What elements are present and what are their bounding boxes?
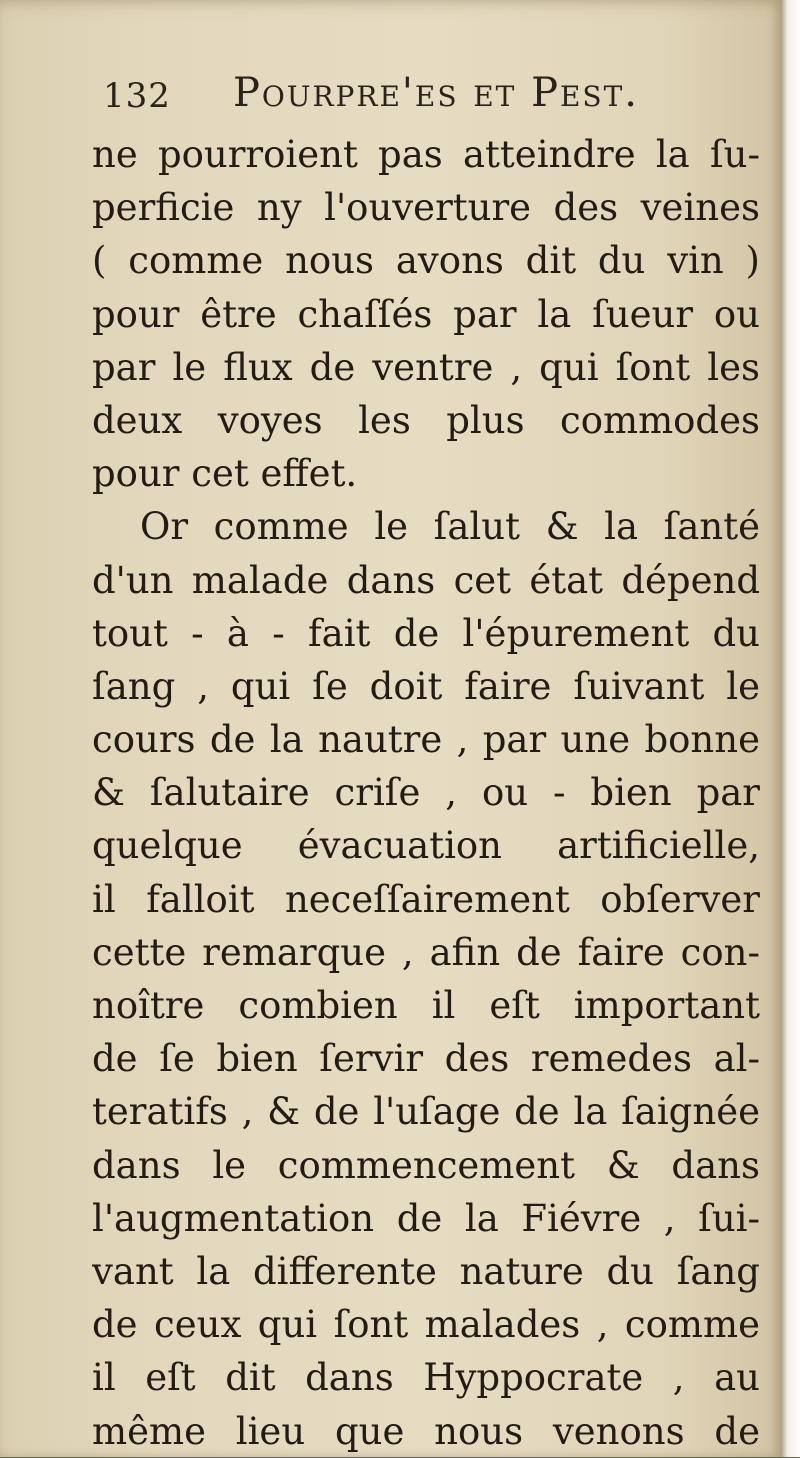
page-edge: [782, 0, 800, 1457]
text-line: teratifs , & de l'uſage de la ſaignée: [92, 1090, 760, 1134]
text-line: & ſalutaire criſe , ou - bien par: [92, 771, 760, 815]
text-line: cours de la nautre , par une bonne: [92, 718, 760, 762]
text-line: même lieu que nous venons de: [92, 1409, 760, 1453]
text-line: l'augmentation de la Fiévre , ſui-: [92, 1196, 760, 1240]
text-line: il falloit neceſſairement obſerver: [92, 877, 760, 921]
text-line: tout - à - fait de l'épurement du: [92, 611, 760, 655]
running-title: Pourpre'es et Pest.: [233, 70, 639, 116]
text-line: de ſe bien ſervir des remedes al-: [92, 1037, 760, 1081]
paragraph-start-line: Or comme le ſalut & la ſanté: [140, 505, 760, 549]
text-line: pour cet effet.: [92, 452, 358, 496]
text-line: ( comme nous avons dit du vin ): [92, 239, 760, 283]
page-header: [103, 70, 703, 125]
text-line: perficie ny l'ouverture des veines: [92, 186, 760, 230]
text-line: de ceux qui ſont malades , comme: [92, 1303, 760, 1347]
text-line: ſang , qui ſe doit faire ſuivant le: [92, 664, 760, 708]
text-line: vant la differente nature du ſang: [92, 1249, 760, 1293]
page-number: 132: [103, 76, 171, 116]
text-line: deux voyes les plus commodes: [92, 398, 760, 442]
text-line: d'un malade dans cet état dépend: [92, 558, 760, 602]
text-line: noître combien il eſt important: [92, 984, 760, 1027]
text-line: pour être chaſſés par la ſueur ou: [92, 292, 760, 336]
text-line: il eſt dit dans Hyppocrate , au: [92, 1356, 760, 1400]
text-line: dans le commencement & dans: [92, 1143, 760, 1187]
text-line: par le flux de ventre , qui ſont les: [92, 345, 760, 389]
body-text: [92, 128, 760, 1458]
text-line: ne pourroient pas atteindre la ſu-: [92, 133, 760, 176]
text-line: cette remarque , afin de faire con-: [92, 930, 760, 974]
text-line: quelque évacuation artificielle,: [92, 824, 760, 868]
